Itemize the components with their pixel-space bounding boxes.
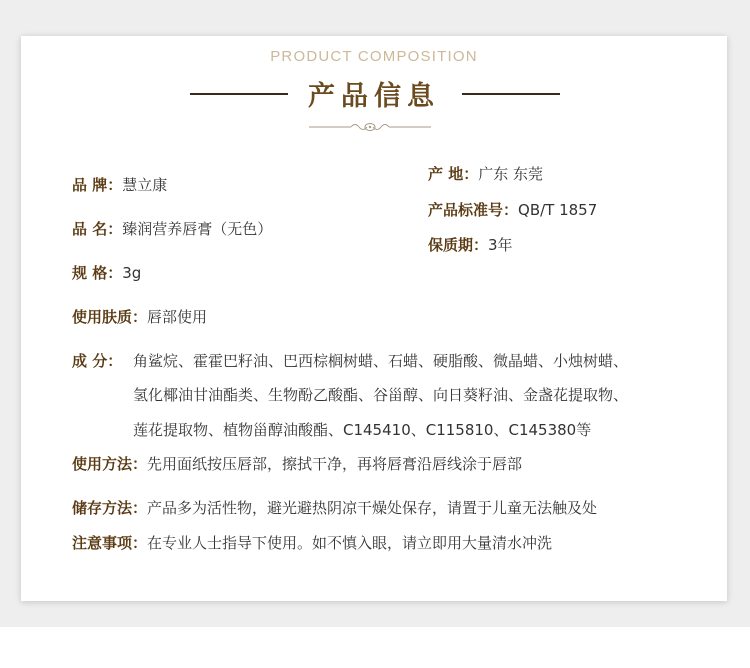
standard-row xyxy=(428,200,597,220)
product-info-card xyxy=(21,36,727,601)
spec-value: 3g xyxy=(122,264,142,282)
origin-row xyxy=(428,164,543,184)
title-row xyxy=(21,74,727,114)
usage-value: 先用面纸按压唇部，擦拭干净，再将唇膏沿唇线涂于唇部 xyxy=(147,455,523,473)
ingredients-line: 氢化椰油甘油酯类、生物酚乙酸酯、谷甾醇、向日葵籽油、金盏花提取物、 xyxy=(133,386,629,404)
storage-label: 储存方法： xyxy=(72,499,148,517)
brand-row xyxy=(72,175,167,195)
usage-label: 使用方法： xyxy=(72,455,148,473)
usage-row xyxy=(72,454,522,474)
origin-label: 产 地： xyxy=(428,165,479,183)
shelf-life-label: 保质期： xyxy=(428,236,489,254)
title-rule-right xyxy=(462,93,560,95)
standard-value: QB/T 1857 xyxy=(518,201,598,219)
brand-label: 品 牌： xyxy=(72,176,123,194)
skin-row xyxy=(72,307,207,327)
caution-label: 注意事项： xyxy=(72,534,148,552)
name-value: 臻润营养唇膏（无色） xyxy=(122,220,273,238)
ingredients-line: 莲花提取物、植物甾醇油酸酯、C145410、C115810、C145380等 xyxy=(133,421,592,439)
storage-row xyxy=(72,498,597,518)
ingredients-label-row xyxy=(72,351,122,371)
skin-label: 使用肤质： xyxy=(72,308,148,326)
brand-value: 慧立康 xyxy=(122,176,168,194)
storage-value: 产品多为活性物，避光避热阴凉干燥处保存，请置于儿童无法触及处 xyxy=(147,499,598,517)
standard-label: 产品标准号： xyxy=(428,201,519,219)
shelf-life-value: 3年 xyxy=(488,236,513,254)
skin-value: 唇部使用 xyxy=(147,308,208,326)
section-subtitle: PRODUCT COMPOSITION xyxy=(270,48,478,65)
ingredients-label: 成 分： xyxy=(72,352,123,370)
origin-value: 广东 东莞 xyxy=(478,165,544,183)
bottom-band xyxy=(0,627,750,668)
shelf-life-row xyxy=(428,235,513,255)
caution-row xyxy=(72,533,552,553)
name-label: 品 名： xyxy=(72,220,123,238)
name-row xyxy=(72,219,272,239)
spec-label: 规 格： xyxy=(72,264,123,282)
ornament-divider-icon xyxy=(307,120,433,134)
ingredients-line: 角鲨烷、霍霍巴籽油、巴西棕榈树蜡、石蜡、硬脂酸、微晶蜡、小烛树蜡、 xyxy=(133,352,629,370)
section-title: 产品信息 xyxy=(308,81,440,112)
caution-value: 在专业人士指导下使用。如不慎入眼，请立即用大量清水冲洗 xyxy=(147,534,553,552)
spec-row xyxy=(72,263,141,283)
